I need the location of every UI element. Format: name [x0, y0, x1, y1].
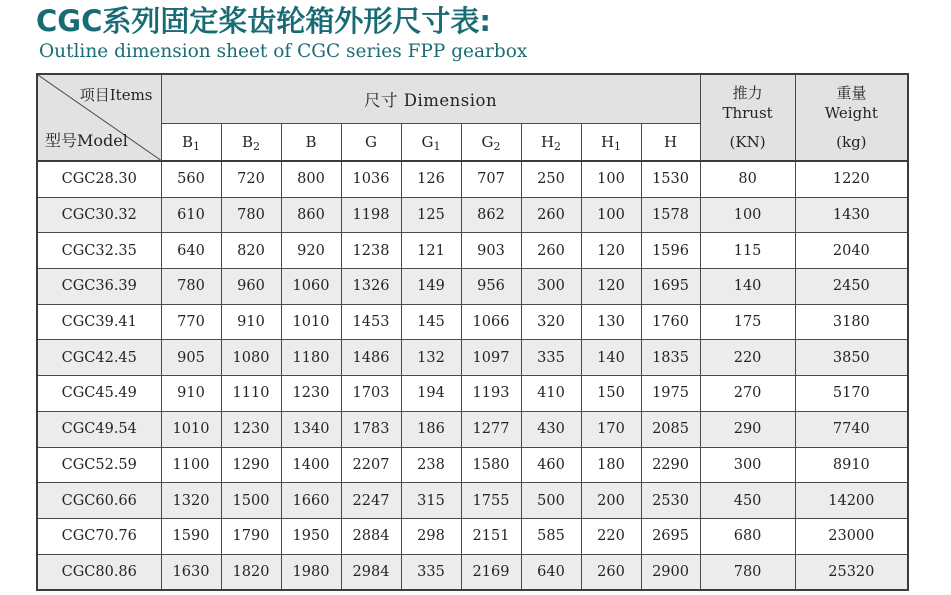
value-cell: 2450 — [795, 269, 908, 305]
value-cell: 1080 — [221, 340, 281, 376]
value-cell: 1277 — [461, 411, 521, 447]
model-cell: CGC42.45 — [37, 340, 161, 376]
value-cell: 2207 — [341, 447, 401, 483]
value-cell: 298 — [401, 518, 461, 554]
value-cell: 960 — [221, 269, 281, 305]
weight-label-zh: 重量 — [836, 84, 867, 102]
value-cell: 238 — [401, 447, 461, 483]
col-header-b1 — [161, 124, 221, 162]
value-cell: 2900 — [641, 554, 700, 590]
col-header-h — [641, 124, 700, 162]
table-row — [37, 304, 908, 340]
value-cell: 3180 — [795, 304, 908, 340]
value-cell: 3850 — [795, 340, 908, 376]
value-cell: 1755 — [461, 483, 521, 519]
table-row — [37, 376, 908, 412]
value-cell: 1198 — [341, 197, 401, 233]
value-cell: 25320 — [795, 554, 908, 590]
value-cell: 125 — [401, 197, 461, 233]
value-cell: 1220 — [795, 161, 908, 197]
thrust-label-en: Thrust — [722, 104, 773, 122]
value-cell: 220 — [581, 518, 641, 554]
col-header-h1 — [581, 124, 641, 162]
value-cell: 80 — [700, 161, 795, 197]
value-cell: 430 — [521, 411, 581, 447]
value-cell: 720 — [221, 161, 281, 197]
value-cell: 2085 — [641, 411, 700, 447]
value-cell: 2151 — [461, 518, 521, 554]
model-cell: CGC28.30 — [37, 161, 161, 197]
value-cell: 770 — [161, 304, 221, 340]
value-cell: 1430 — [795, 197, 908, 233]
col-subscript: 2 — [493, 140, 501, 153]
model-cell: CGC52.59 — [37, 447, 161, 483]
col-letter: B — [305, 133, 317, 151]
page-title: CGC系列固定桨齿轮箱外形尺寸表: — [36, 4, 491, 38]
value-cell: 335 — [521, 340, 581, 376]
value-cell: 1500 — [221, 483, 281, 519]
col-subscript: 1 — [193, 140, 201, 153]
value-cell: 1596 — [641, 233, 700, 269]
value-cell: 315 — [401, 483, 461, 519]
value-cell: 2290 — [641, 447, 700, 483]
value-cell: 1060 — [281, 269, 341, 305]
value-cell: 300 — [700, 447, 795, 483]
value-cell: 250 — [521, 161, 581, 197]
corner-model-label: 型号Model — [45, 131, 128, 150]
value-cell: 862 — [461, 197, 521, 233]
value-cell: 100 — [700, 197, 795, 233]
col-header-b2 — [221, 124, 281, 162]
table-row — [37, 447, 908, 483]
model-cell: CGC36.39 — [37, 269, 161, 305]
value-cell: 640 — [521, 554, 581, 590]
value-cell: 260 — [521, 197, 581, 233]
value-cell: 1010 — [161, 411, 221, 447]
value-cell: 180 — [581, 447, 641, 483]
value-cell: 2040 — [795, 233, 908, 269]
value-cell: 903 — [461, 233, 521, 269]
value-cell: 780 — [161, 269, 221, 305]
value-cell: 1820 — [221, 554, 281, 590]
weight-label-en: Weight — [824, 104, 878, 122]
value-cell: 7740 — [795, 411, 908, 447]
value-cell: 640 — [161, 233, 221, 269]
value-cell: 335 — [401, 554, 461, 590]
value-cell: 2984 — [341, 554, 401, 590]
col-letter: H — [663, 133, 678, 151]
col-subscript: 2 — [253, 140, 261, 153]
value-cell: 1010 — [281, 304, 341, 340]
dimension-table — [36, 73, 909, 591]
value-cell: 680 — [700, 518, 795, 554]
value-cell: 120 — [581, 269, 641, 305]
value-cell: 1453 — [341, 304, 401, 340]
value-cell: 121 — [401, 233, 461, 269]
value-cell: 100 — [581, 197, 641, 233]
value-cell: 140 — [581, 340, 641, 376]
model-cell: CGC32.35 — [37, 233, 161, 269]
value-cell: 194 — [401, 376, 461, 412]
value-cell: 1180 — [281, 340, 341, 376]
value-cell: 1760 — [641, 304, 700, 340]
page-subtitle: Outline dimension sheet of CGC series FPP gearbox — [39, 41, 528, 62]
value-cell: 1703 — [341, 376, 401, 412]
col-header-h2 — [521, 124, 581, 162]
table-row — [37, 483, 908, 519]
value-cell: 1695 — [641, 269, 700, 305]
value-cell: 23000 — [795, 518, 908, 554]
value-cell: 585 — [521, 518, 581, 554]
value-cell: 150 — [581, 376, 641, 412]
value-cell: 132 — [401, 340, 461, 376]
table-header — [37, 74, 908, 161]
value-cell: 1320 — [161, 483, 221, 519]
value-cell: 410 — [521, 376, 581, 412]
value-cell: 1783 — [341, 411, 401, 447]
weight-unit: (kg) — [836, 133, 867, 151]
col-header-b — [281, 124, 341, 162]
value-cell: 1400 — [281, 447, 341, 483]
value-cell: 910 — [161, 376, 221, 412]
table-row — [37, 161, 908, 197]
value-cell: 140 — [700, 269, 795, 305]
value-cell: 1980 — [281, 554, 341, 590]
value-cell: 1100 — [161, 447, 221, 483]
value-cell: 126 — [401, 161, 461, 197]
table-row — [37, 269, 908, 305]
value-cell: 260 — [521, 233, 581, 269]
col-letter: B — [181, 133, 194, 151]
value-cell: 1660 — [281, 483, 341, 519]
value-cell: 175 — [700, 304, 795, 340]
table-row — [37, 554, 908, 590]
value-cell: 100 — [581, 161, 641, 197]
value-cell: 910 — [221, 304, 281, 340]
col-subscript: 1 — [433, 140, 441, 153]
value-cell: 1097 — [461, 340, 521, 376]
value-cell: 2884 — [341, 518, 401, 554]
model-cell: CGC80.86 — [37, 554, 161, 590]
thrust-label-zh: 推力 — [732, 84, 763, 102]
value-cell: 920 — [281, 233, 341, 269]
value-cell: 500 — [521, 483, 581, 519]
value-cell: 320 — [521, 304, 581, 340]
table-row — [37, 411, 908, 447]
model-cell: CGC45.49 — [37, 376, 161, 412]
value-cell: 780 — [221, 197, 281, 233]
value-cell: 115 — [700, 233, 795, 269]
value-cell: 1630 — [161, 554, 221, 590]
value-cell: 1578 — [641, 197, 700, 233]
value-cell: 200 — [581, 483, 641, 519]
value-cell: 860 — [281, 197, 341, 233]
value-cell: 1486 — [341, 340, 401, 376]
dimension-group-header: 尺寸 Dimension — [161, 74, 700, 124]
value-cell: 450 — [700, 483, 795, 519]
value-cell: 220 — [700, 340, 795, 376]
value-cell: 130 — [581, 304, 641, 340]
value-cell: 956 — [461, 269, 521, 305]
value-cell: 8910 — [795, 447, 908, 483]
table-row — [37, 233, 908, 269]
value-cell: 1193 — [461, 376, 521, 412]
model-cell: CGC60.66 — [37, 483, 161, 519]
thrust-unit: (KN) — [729, 133, 766, 151]
value-cell: 170 — [581, 411, 641, 447]
value-cell: 186 — [401, 411, 461, 447]
value-cell: 1326 — [341, 269, 401, 305]
col-letter: H — [600, 133, 615, 151]
value-cell: 560 — [161, 161, 221, 197]
value-cell: 260 — [581, 554, 641, 590]
model-cell: CGC30.32 — [37, 197, 161, 233]
value-cell: 1580 — [461, 447, 521, 483]
value-cell: 1835 — [641, 340, 700, 376]
weight-header — [795, 74, 908, 161]
value-cell: 1230 — [281, 376, 341, 412]
value-cell: 1290 — [221, 447, 281, 483]
col-subscript: 2 — [554, 140, 562, 153]
col-letter: G — [365, 133, 377, 151]
value-cell: 460 — [521, 447, 581, 483]
col-header-g1 — [401, 124, 461, 162]
value-cell: 14200 — [795, 483, 908, 519]
corner-items-label: 项目Items — [79, 86, 153, 104]
value-cell: 1066 — [461, 304, 521, 340]
value-cell: 300 — [521, 269, 581, 305]
col-subscript: 1 — [614, 140, 622, 153]
col-header-g — [341, 124, 401, 162]
value-cell: 2247 — [341, 483, 401, 519]
value-cell: 149 — [401, 269, 461, 305]
header-row-top — [37, 74, 908, 124]
corner-cell — [37, 74, 161, 161]
value-cell: 1790 — [221, 518, 281, 554]
value-cell: 820 — [221, 233, 281, 269]
table-row — [37, 518, 908, 554]
model-cell: CGC39.41 — [37, 304, 161, 340]
value-cell: 1950 — [281, 518, 341, 554]
value-cell: 1975 — [641, 376, 700, 412]
value-cell: 290 — [700, 411, 795, 447]
col-header-g2 — [461, 124, 521, 162]
value-cell: 1036 — [341, 161, 401, 197]
value-cell: 905 — [161, 340, 221, 376]
value-cell: 1590 — [161, 518, 221, 554]
value-cell: 1230 — [221, 411, 281, 447]
value-cell: 800 — [281, 161, 341, 197]
value-cell: 1530 — [641, 161, 700, 197]
value-cell: 270 — [700, 376, 795, 412]
col-letter: B — [241, 133, 254, 151]
table-row — [37, 340, 908, 376]
thrust-header — [700, 74, 795, 161]
table-body — [37, 161, 908, 590]
col-letter: G — [421, 133, 434, 151]
value-cell: 707 — [461, 161, 521, 197]
value-cell: 2695 — [641, 518, 700, 554]
model-cell: CGC49.54 — [37, 411, 161, 447]
value-cell: 1238 — [341, 233, 401, 269]
value-cell: 120 — [581, 233, 641, 269]
value-cell: 1340 — [281, 411, 341, 447]
value-cell: 5170 — [795, 376, 908, 412]
value-cell: 2530 — [641, 483, 700, 519]
model-cell: CGC70.76 — [37, 518, 161, 554]
value-cell: 610 — [161, 197, 221, 233]
col-letter: H — [540, 133, 555, 151]
table-row — [37, 197, 908, 233]
value-cell: 2169 — [461, 554, 521, 590]
col-letter: G — [481, 133, 494, 151]
value-cell: 145 — [401, 304, 461, 340]
value-cell: 1110 — [221, 376, 281, 412]
value-cell: 780 — [700, 554, 795, 590]
